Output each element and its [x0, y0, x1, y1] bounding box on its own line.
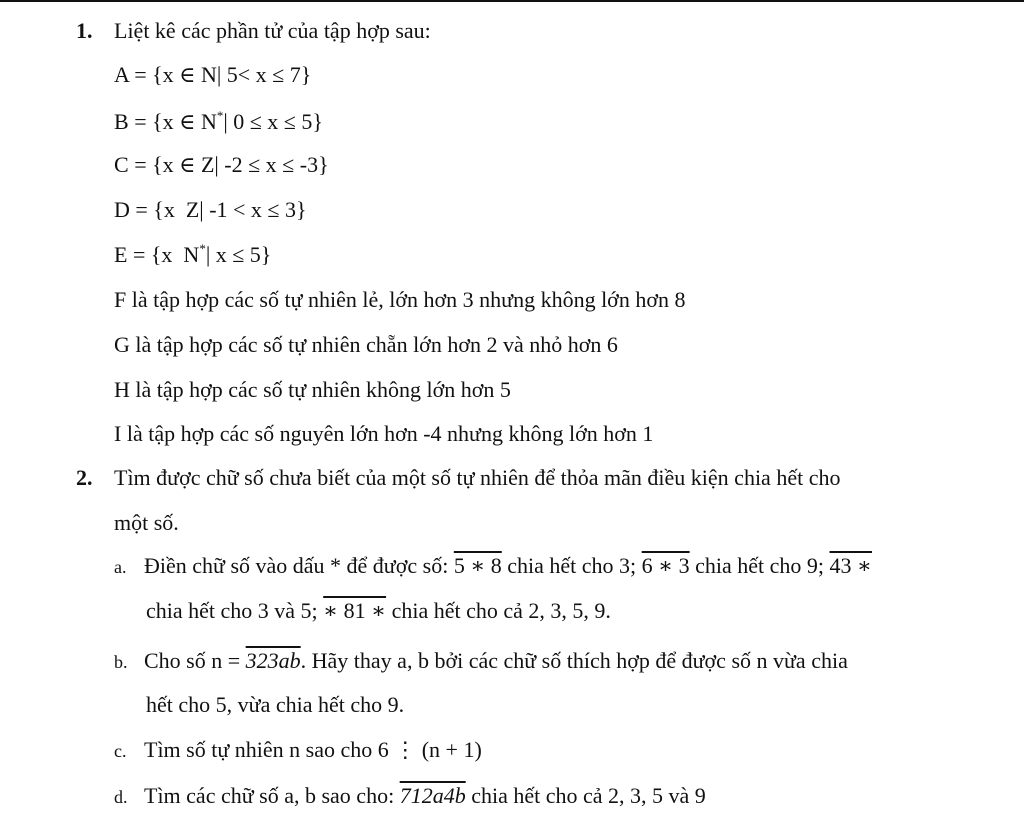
item-b-text2: . Hãy thay a, b bởi các chữ số thích hợp để được số n vừa chia — [300, 648, 848, 673]
problem-1-title: Liệt kê các phần tử của tập hợp sau: — [114, 18, 431, 43]
item-c — [114, 737, 482, 764]
set-e-name: E — [114, 242, 128, 267]
item-c-text: Tìm số tự nhiên n sao cho 6 ⋮ (n + 1) — [144, 737, 482, 762]
item-b-text1: Cho số n = — [144, 648, 246, 673]
set-e-sup: * — [199, 241, 206, 256]
problem-2-title-line1: Tìm được chữ số chưa biết của một số tự nhiên để thỏa mãn điều kiện chia hết cho — [114, 465, 841, 490]
item-a-number3: 43 ∗ — [829, 553, 872, 578]
set-d-body: = {x Z| -1 < x ≤ 3} — [135, 197, 307, 222]
item-d-text2: chia hết cho cả 2, 3, 5 và 9 — [465, 783, 706, 808]
item-a-text4: chia hết cho 3 và 5; — [146, 598, 324, 623]
set-a — [114, 62, 311, 88]
set-b — [114, 109, 323, 135]
set-i-description: I là tập hợp các số nguyên lớn hơn -4 nhưng không lớn hơn 1 — [114, 421, 654, 446]
item-a-number1: 5 ∗ 8 — [453, 553, 502, 578]
item-d-number: 712a4b — [399, 783, 466, 808]
item-a-line1 — [114, 553, 872, 580]
item-d-label: d. — [114, 787, 128, 807]
set-b-sup: * — [216, 108, 224, 123]
set-c-name: C — [114, 152, 129, 177]
item-a-label: a. — [114, 557, 127, 577]
set-d-name: D — [114, 197, 130, 222]
item-b-line1 — [114, 648, 848, 675]
set-b-pre: = {x ∈ N — [134, 109, 217, 134]
set-d — [114, 197, 307, 223]
item-a-number4: ∗ 81 ∗ — [323, 598, 387, 623]
problem-1-number: 1. — [76, 18, 93, 43]
set-c — [114, 152, 329, 178]
set-f-description: F là tập hợp các số tự nhiên lẻ, lớn hơn 3 nhưng không lớn hơn 8 — [114, 287, 686, 312]
item-b-number: 323ab — [245, 648, 301, 673]
set-b-post: | 0 ≤ x ≤ 5} — [223, 109, 323, 134]
item-d — [114, 783, 706, 810]
set-b-name: B — [114, 109, 129, 134]
set-a-name: A — [114, 62, 129, 87]
item-a-text1: Điền chữ số vào dấu * để được số: — [144, 553, 454, 578]
set-e-post: | x ≤ 5} — [205, 242, 272, 267]
item-d-text1: Tìm các chữ số a, b sao cho: — [144, 783, 400, 808]
item-a-text3: chia hết cho 9; — [689, 553, 830, 578]
set-e — [114, 242, 271, 268]
item-a-text5: chia hết cho cả 2, 3, 5, 9. — [386, 598, 611, 623]
set-a-body: = {x ∈ N| 5< x ≤ 7} — [134, 62, 312, 87]
problem-1-heading — [76, 18, 431, 44]
item-c-label: c. — [114, 741, 127, 761]
top-border-line — [0, 0, 1024, 2]
problem-2-title-line2: một số. — [114, 510, 179, 535]
set-c-body: = {x ∈ Z| -2 ≤ x ≤ -3} — [134, 152, 329, 177]
item-a-number2: 6 ∗ 3 — [641, 553, 690, 578]
set-h-description: H là tập hợp các số tự nhiên không lớn hơn 5 — [114, 377, 511, 402]
problem-2-number: 2. — [76, 465, 93, 490]
item-a-line2 — [146, 598, 611, 624]
item-b-label: b. — [114, 652, 128, 672]
item-b-line2: hết cho 5, vừa chia hết cho 9. — [146, 692, 405, 717]
set-e-pre: = {x N — [132, 242, 200, 267]
problem-2-heading — [76, 465, 840, 491]
set-g-description: G là tập hợp các số tự nhiên chẵn lớn hơn 2 và nhỏ hơn 6 — [114, 332, 618, 357]
item-a-text2: chia hết cho 3; — [501, 553, 642, 578]
